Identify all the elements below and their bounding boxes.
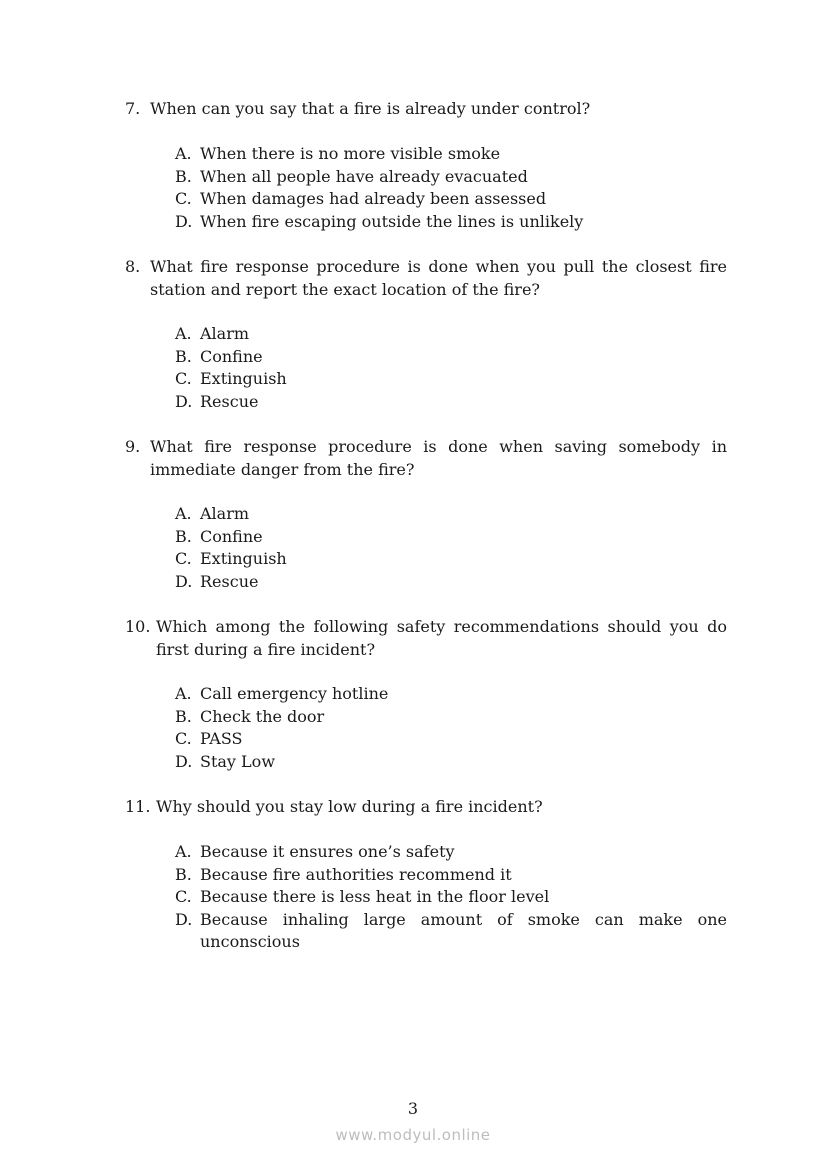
question-number: 8.	[125, 257, 141, 276]
option-letter: A.	[175, 504, 192, 523]
question-number: 9.	[125, 437, 141, 456]
page-number: 3	[407, 1099, 419, 1118]
option-a	[175, 683, 727, 706]
option-letter: A.	[175, 842, 192, 861]
option-letter: C.	[175, 369, 192, 388]
option-text: Extinguish	[200, 369, 287, 388]
option-letter: A.	[175, 684, 192, 703]
question-text: Why should you stay low during a fire incident?	[156, 797, 543, 816]
question-8	[125, 256, 727, 301]
option-b	[175, 706, 727, 729]
option-letter: A.	[175, 144, 192, 163]
option-a	[175, 143, 727, 166]
question-text: Which among the following safety recommendations should you do first during a fire incident?	[156, 617, 727, 659]
option-b	[175, 526, 727, 549]
option-letter: B.	[175, 346, 192, 366]
question-text: What fire response procedure is done when you pull the closest fire station and report the exact location of the fire?	[150, 257, 727, 299]
option-text: When there is no more visible smoke	[200, 144, 501, 163]
option-a	[175, 503, 727, 526]
option-text: When all people have already evacuated	[200, 166, 528, 186]
option-c	[175, 368, 727, 391]
option-text: Because inhaling large amount of smoke can make one unconscious	[200, 909, 727, 951]
question-9-options	[175, 503, 727, 593]
option-letter: D.	[175, 391, 193, 411]
watermark: www.modyul.online	[335, 1126, 491, 1144]
question-9	[125, 436, 727, 481]
option-b	[175, 346, 727, 369]
option-text: Because there is less heat in the floor level	[200, 887, 550, 906]
option-letter: D.	[175, 571, 193, 591]
option-letter: D.	[175, 751, 193, 771]
option-b	[175, 864, 727, 887]
question-10	[125, 616, 727, 661]
option-text: Rescue	[200, 571, 259, 591]
option-text: Call emergency hotline	[200, 684, 389, 703]
option-c	[175, 548, 727, 571]
option-text: When damages had already been assessed	[200, 189, 547, 208]
option-text: PASS	[200, 729, 243, 748]
option-b	[175, 166, 727, 189]
option-text: When fire escaping outside the lines is unlikely	[200, 211, 584, 231]
option-letter: C.	[175, 887, 192, 906]
option-d	[175, 751, 727, 774]
option-text: Alarm	[200, 504, 250, 523]
option-text: Alarm	[200, 324, 250, 343]
question-11	[125, 796, 727, 819]
question-11-options	[175, 841, 727, 954]
option-text: Because fire authorities recommend it	[200, 864, 512, 884]
question-number: 7.	[125, 99, 141, 118]
option-letter: C.	[175, 549, 192, 568]
option-letter: D.	[175, 211, 193, 231]
option-d	[175, 391, 727, 414]
question-10-options	[175, 683, 727, 773]
option-letter: A.	[175, 324, 192, 343]
option-text: Confine	[200, 346, 263, 366]
option-letter: B.	[175, 864, 192, 884]
option-letter: B.	[175, 706, 192, 726]
option-c	[175, 886, 727, 909]
option-d	[175, 211, 727, 234]
option-text: Extinguish	[200, 549, 287, 568]
question-number: 10.	[125, 617, 151, 636]
option-letter: C.	[175, 729, 192, 748]
option-text: Confine	[200, 526, 263, 546]
option-d	[175, 909, 727, 954]
option-c	[175, 728, 727, 751]
question-text: What fire response procedure is done when saving somebody in immediate danger from the fire?	[150, 437, 727, 479]
option-a	[175, 841, 727, 864]
option-text: Because it ensures one’s safety	[200, 842, 455, 861]
question-text: When can you say that a fire is already under control?	[150, 99, 591, 118]
question-8-options	[175, 323, 727, 413]
option-d	[175, 571, 727, 594]
option-letter: C.	[175, 189, 192, 208]
option-text: Rescue	[200, 391, 259, 411]
option-letter: B.	[175, 166, 192, 186]
option-letter: D.	[175, 909, 193, 929]
question-7-options	[175, 143, 727, 233]
option-text: Stay Low	[200, 751, 276, 771]
question-7	[125, 98, 727, 121]
option-a	[175, 323, 727, 346]
question-number: 11.	[125, 797, 151, 816]
option-text: Check the door	[200, 706, 325, 726]
option-letter: B.	[175, 526, 192, 546]
option-c	[175, 188, 727, 211]
